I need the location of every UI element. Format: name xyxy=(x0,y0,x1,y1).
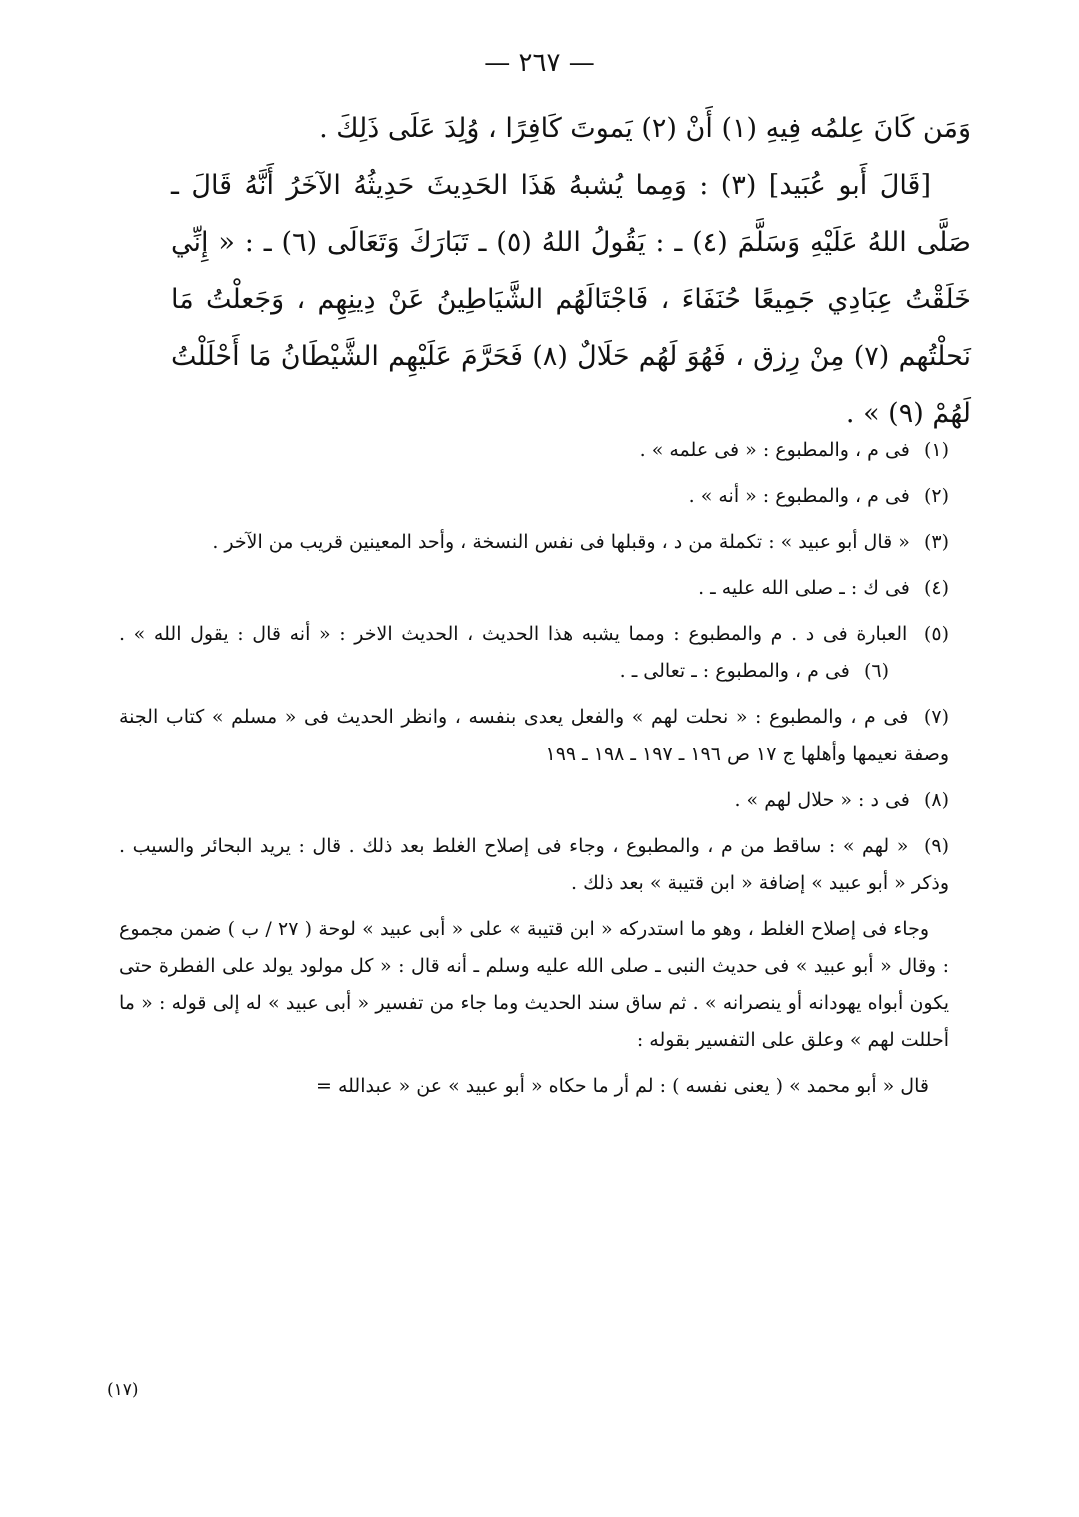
footnote-text: « لهم » : ساقط من م ، والمطبوع ، وجاء فى إصلاح الغلط بعد ذلك . قال : يريد البحائر والسيب . وذكر « أبو عبيد » إضافة « ابن قتيبة » بعد ذلك . xyxy=(119,835,949,894)
main-text xyxy=(171,100,971,442)
footnote-7 xyxy=(119,699,949,773)
footnote-text: فى م ، والمطبوع : « أنه » . xyxy=(688,485,910,507)
footnote-number: (٧) xyxy=(923,706,949,728)
footnote-text: فى م ، والمطبوع : ـ تعالى ـ . xyxy=(619,660,850,682)
footnote-number: (٥) xyxy=(923,623,949,645)
footnotes-section xyxy=(119,432,949,1114)
footnote-4 xyxy=(119,570,949,607)
footnote-2 xyxy=(119,478,949,515)
main-text-paragraph-2: [قَالَ أَبو عُبَيد] (٣) : وَمِما يُشبهُ هَذَا الحَدِيثَ حَدِيثُهُ الآخَرُ أَنَّهُ قَالَ ـ صَلَّى اللهُ عَلَيْهِ وَسَلَّمَ (٤) ـ : يَقُولُ اللهُ (٥) ـ تَبَارَكَ وَتَعَالَى (٦) ـ : « إِنِّي خَلَقْتُ عِبَادِي جَمِيعًا حُنَفَاءَ ، فَاجْتَالَهُم الشَّيَاطِينُ عَنْ دِينِهِم ، وَجَعلْتُ مَا نَحلْتُهم (٧) مِنْ رِزق ، فَهُوَ لَهُم حَلَالٌ (٨) فَحَرَّمَ عَلَيْهِم الشَّيْطَانُ مَا أَحْلَلْتُ لَهُمْ (٩) » . xyxy=(171,170,972,429)
footnote-number: (٢) xyxy=(923,485,949,507)
page-number: — ٢٦٧ — xyxy=(484,48,595,78)
footnote-text: فى م ، والمطبوع : « نحلت لهم » والفعل يعدى بنفسه ، وانظر الحديث فى « مسلم » كتاب الجنة وصفة نعيمها وأهلها ج ١٧ ص ١٩٦ ـ ١٩٧ ـ ١٩٨ ـ ١٩٩ xyxy=(119,706,949,765)
footnote-number: (٦) xyxy=(863,660,889,682)
footnote-3 xyxy=(119,524,949,561)
footnote-text: فى د : « حلال لهم » . xyxy=(734,789,910,811)
footnote-text: فى م ، والمطبوع : « فى علمه » . xyxy=(639,439,910,461)
footnote-number: (٣) xyxy=(923,531,949,553)
footnote-8 xyxy=(119,782,949,819)
footnote-6 xyxy=(620,660,949,682)
footnote-continuation-1: وجاء فى إصلاح الغلط ، وهو ما استدركه « ابن قتيبة » على « أبى عبيد » لوحة ( ٢٧ / ب ) ضمن مجموع : وقال « أبو عبيد » فى حديث النبى ـ صلى الله عليه وسلم ـ أنه قال : « كل مولود يولد على الفطرة حتى يكون أبواه يهودانه أو ينصرانه » . ثم ساق سند الحديث وما جاء من تفسير « أبى عبيد » له إلى قوله : « ما أحللت لهم » وعلق على التفسير بقوله : xyxy=(119,918,949,1051)
footnote-continuation-2: قال « أبو محمد » ( يعنى نفسه ) : لم أر ما حكاه « أبو عبيد » عن « عبدالله = xyxy=(315,1075,929,1097)
footnote-1 xyxy=(119,432,949,469)
footnote-text: فى ك : ـ صلى الله عليه ـ . xyxy=(698,577,910,599)
footnote-text: العبارة فى د . م والمطبوع : ومما يشبه هذا الحديث ، الحديث الاخر : « أنه قال : يقول الله » . xyxy=(119,623,908,645)
footnote-5-and-6 xyxy=(119,616,949,690)
footnote-number: (٨) xyxy=(923,789,949,811)
footnote-text: « قال أبو عبيد » : تكملة من د ، وقبلها فى نفس النسخة ، وأحد المعينين قريب من الآخر . xyxy=(212,531,910,553)
signature-mark: (١٧) xyxy=(107,1380,139,1400)
footnote-number: (١) xyxy=(923,439,949,461)
footnote-number: (٤) xyxy=(923,577,949,599)
footnote-number: (٩) xyxy=(923,835,949,857)
main-text-line-1: وَمَن كَانَ عِلمُه فِيهِ (١) أَنْ (٢) يَموتَ كَافِرًا ، وُلِدَ عَلَى ذَلِكَ . xyxy=(319,113,971,144)
footnote-9 xyxy=(119,828,949,902)
